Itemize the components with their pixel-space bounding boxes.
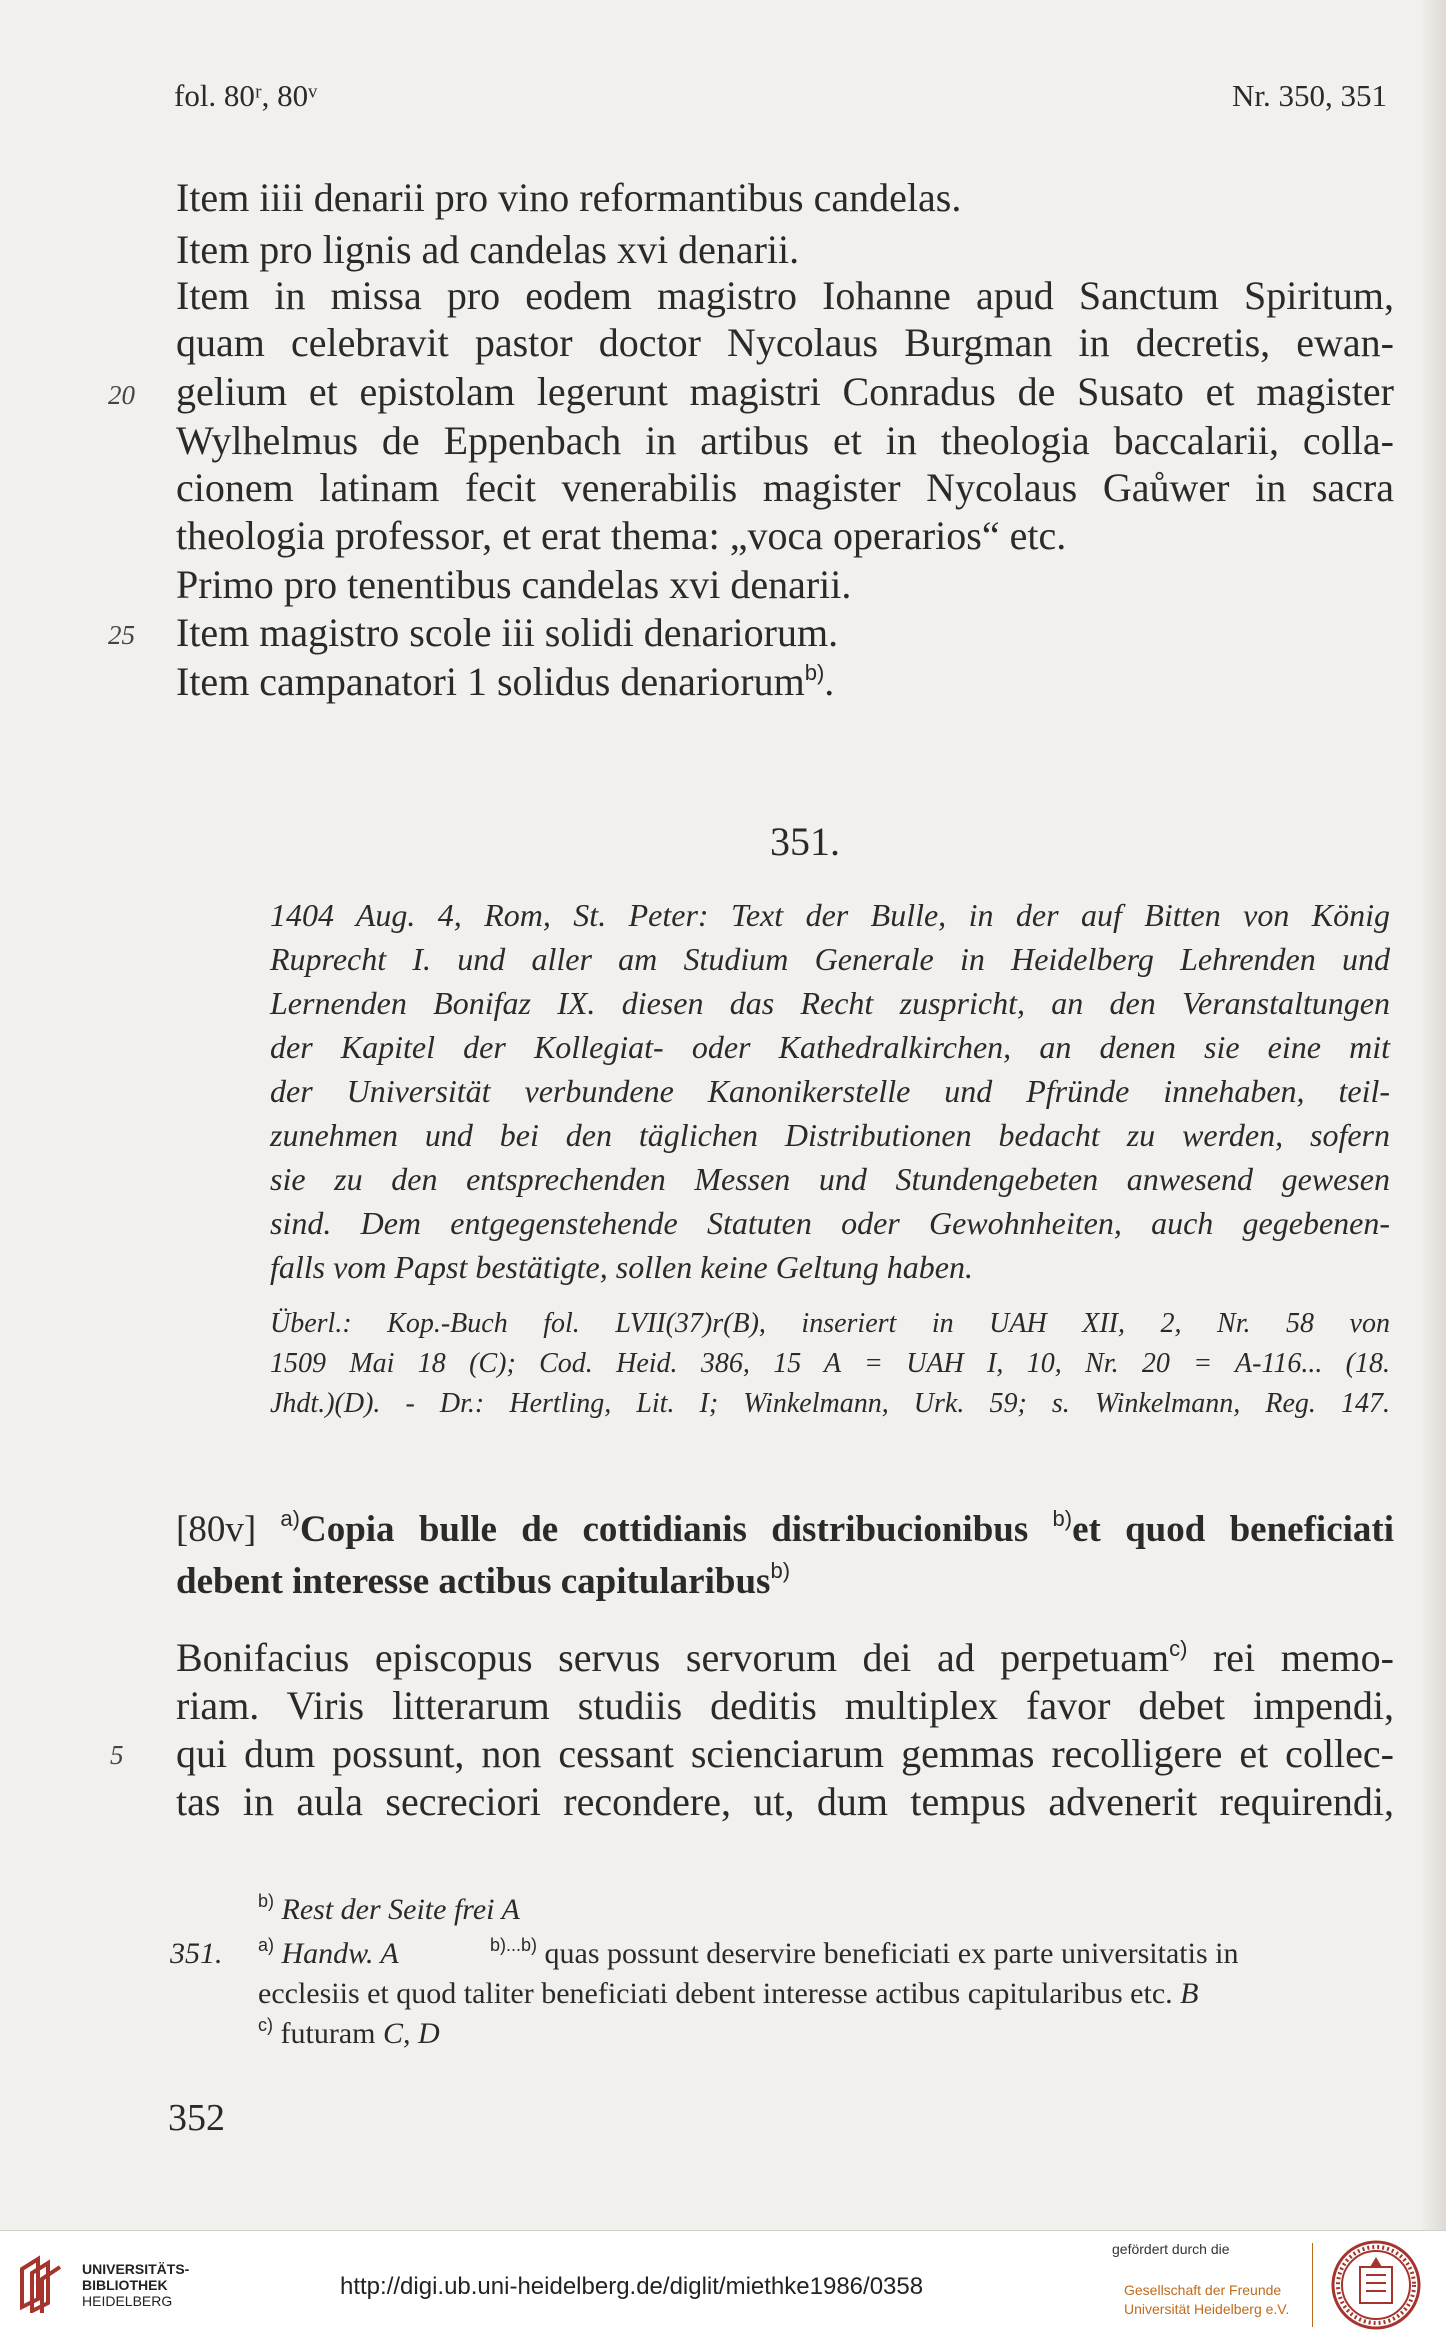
text-line: gelium et epistolam legerunt magistri Conradus de Susato et magister	[176, 369, 1394, 414]
text-line: qui dum possunt, non cessant scienciarum gemmas recolligere et collec-	[176, 1731, 1394, 1776]
title-line: debent interesse actibus capitularibus$^{b)}$	[176, 1558, 791, 1602]
text-line: Item pro lignis ad candelas xvi denarii.	[176, 227, 800, 272]
regest-line: 1404 Aug. 4, Rom, St. Peter: Text der Bulle, in der auf Bitten von König	[270, 897, 1390, 933]
text-line: Primo pro tenentibus candelas xvi denarii.	[176, 562, 852, 607]
footnote-a: $^{a)}$ Handw. A	[258, 1935, 399, 1970]
regest-line: der Kapitel der Kollegiat- oder Kathedralkirchen, an denen sie eine mit	[270, 1029, 1390, 1065]
footnote-bb: $^{b)...b)}$ quas possunt deservire beneficiati ex parte universitatis in	[490, 1935, 1239, 1970]
text-line: Item in missa pro eodem magistro Iohanne apud Sanctum Spiritum,	[176, 273, 1394, 318]
regest-line: zunehmen und bei den täglichen Distributionen bedacht zu werden, sofern	[270, 1117, 1390, 1153]
regest-line: falls vom Papst bestätigte, sollen keine Geltung haben.	[270, 1249, 973, 1285]
line-number: 25	[108, 620, 135, 650]
text-line: theologia professor, et erat thema: „voca operarios“ etc.	[176, 513, 1067, 558]
text-line: cionem latinam fecit venerabilis magister Nycolaus Gaůwer in sacra	[176, 465, 1394, 510]
footnote-b: $^{b)}$ Rest der Seite frei A	[258, 1891, 520, 1926]
transmission-line: 1509 Mai 18 (C); Cod. Heid. 386, 15 A = UAH I, 10, Nr. 20 = A-116... (18.	[270, 1348, 1390, 1379]
line-number: 20	[108, 380, 135, 410]
text-line: riam. Viris litterarum studiis deditis multiplex favor debet impendi,	[176, 1683, 1394, 1728]
sponsor-name: Gesellschaft der Freunde Universität Heidelberg e.V.	[1124, 2282, 1290, 2317]
regest-line: Ruprecht I. und aller am Studium Generale in Heidelberg Lehrenden und	[270, 941, 1390, 977]
running-header-folio: fol. 80ʳ, 80ᵛ	[174, 78, 318, 113]
university-library-logo-icon	[16, 2255, 70, 2313]
regest-line: der Universität verbundene Kanonikerstelle und Pfründe innehaben, teil-	[270, 1073, 1390, 1109]
regest-line: Lernenden Bonifaz IX. diesen das Recht zuspricht, an den Veranstaltungen	[270, 985, 1390, 1021]
running-header-number: Nr. 350, 351	[1232, 78, 1387, 113]
folio-marker: [80v]	[176, 1509, 257, 1550]
footnote-marker: b)	[804, 660, 825, 685]
text-line: tas in aula secreciori recondere, ut, dum tempus advenerit requirendi,	[176, 1779, 1394, 1824]
university-library-name: UNIVERSITÄTS- BIBLIOTHEK HEIDELBERG	[82, 2261, 190, 2309]
text-line: quam celebravit pastor doctor Nycolaus Burgman in decretis, ewan-	[176, 320, 1394, 365]
text-line: Item iiii denarii pro vino reformantibus candelas.	[176, 175, 962, 220]
footnote-marker: c)	[1169, 1636, 1188, 1661]
footnote-c: $^{c)}$ futuram C, D	[258, 2015, 440, 2050]
title-line: [80v] $^{a)}$Copia bulle de cottidianis distribucionibus $^{b)}$et quod beneficiati	[176, 1506, 1394, 1550]
footer-divider	[1312, 2243, 1313, 2327]
footnote-bb-continued: ecclesiis et quod taliter beneficiati debent interesse actibus capitularibus etc. B	[258, 1977, 1199, 2010]
sponsor-label: gefördert durch die	[1112, 2241, 1230, 2257]
text-line: Item magistro scole iii solidi denariorum.	[176, 610, 839, 655]
transmission-line: Jhdt.)(D). - Dr.: Hertling, Lit. I; Winkelmann, Urk. 59; s. Winkelmann, Reg. 147.	[270, 1388, 1390, 1419]
text-line: Wylhelmus de Eppenbach in artibus et in theologia baccalarii, colla-	[176, 418, 1394, 463]
text-line: Item campanatori 1 solidus denariorum$^{b)}$.	[176, 659, 835, 704]
page-number: 352	[168, 2097, 225, 2139]
permalink-url[interactable]: http://digi.ub.uni-heidelberg.de/diglit/miethke1986/0358	[340, 2273, 924, 2300]
footer-bar	[0, 2230, 1446, 2338]
regest-line: sind. Dem entgegenstehende Statuten oder Gewohnheiten, auch gegebenen-	[270, 1205, 1390, 1241]
document-number: 351.	[770, 819, 840, 864]
line-number: 5	[110, 1740, 124, 1770]
transmission-line: Überl.: Kop.-Buch fol. LVII(37)r(B), inseriert in UAH XII, 2, Nr. 58 von	[270, 1308, 1390, 1339]
footnote-label: 351.	[170, 1937, 223, 1970]
text-line: Bonifacius episcopus servus servorum dei ad perpetuam$^{c)}$ rei memo-	[176, 1635, 1394, 1680]
regest-line: sie zu den entsprechenden Messen und Stundengebeten anwesend gewesen	[270, 1161, 1390, 1197]
university-seal-icon	[1330, 2239, 1422, 2331]
